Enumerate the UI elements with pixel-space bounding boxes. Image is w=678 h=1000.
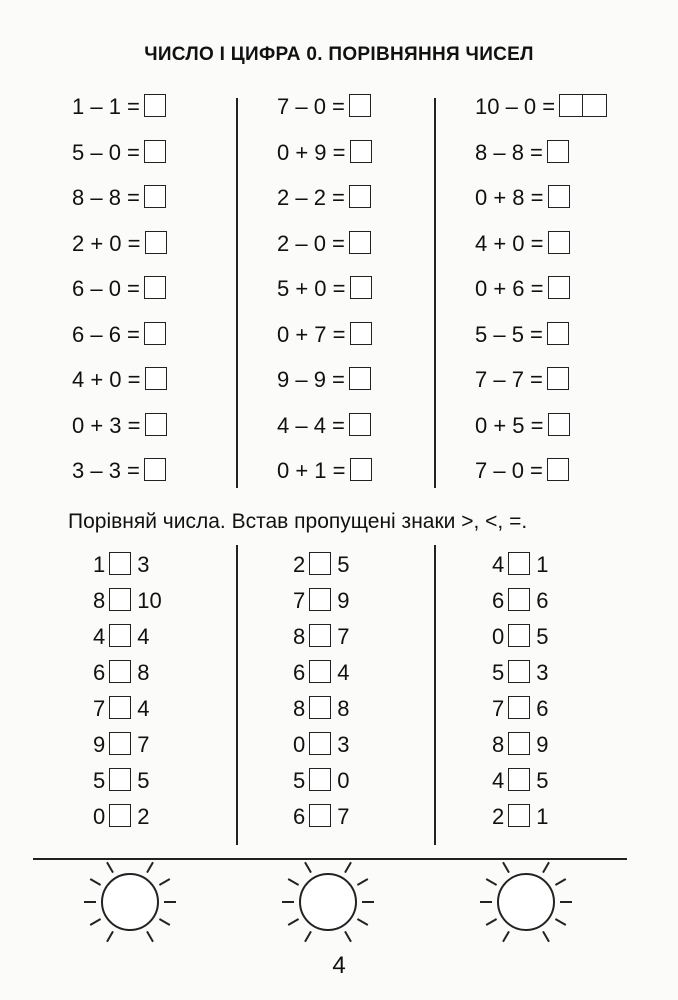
equation-text: 3 – 3 = bbox=[72, 458, 140, 483]
comparison-1-1 bbox=[93, 550, 150, 580]
sign-box[interactable] bbox=[109, 660, 131, 683]
answer-box[interactable] bbox=[349, 94, 371, 117]
left-number: 7 bbox=[293, 588, 306, 613]
answer-box[interactable] bbox=[144, 140, 166, 163]
sign-box[interactable] bbox=[109, 624, 131, 647]
sign-box[interactable] bbox=[309, 588, 331, 611]
equation-text: 4 – 4 = bbox=[277, 412, 345, 438]
comparison-3-2 bbox=[492, 586, 549, 616]
sign-box[interactable] bbox=[309, 624, 331, 647]
equation-text: 0 + 1 = bbox=[277, 458, 346, 483]
equation-text: 8 – 8 = bbox=[72, 185, 140, 210]
equation-2-4 bbox=[277, 229, 371, 259]
left-number: 8 bbox=[293, 696, 306, 721]
sign-box[interactable] bbox=[508, 696, 530, 719]
column-divider-top-1 bbox=[236, 98, 238, 488]
comparison-2-7 bbox=[293, 766, 350, 796]
equation-3-8 bbox=[475, 411, 570, 441]
equation-text: 8 – 8 = bbox=[475, 139, 543, 165]
comparison-2-8 bbox=[293, 802, 350, 832]
equation-text: 5 – 0 = bbox=[72, 139, 140, 165]
answer-box[interactable] bbox=[349, 231, 371, 254]
right-number: 7 bbox=[137, 732, 150, 757]
equation-text: 2 – 2 = bbox=[277, 185, 345, 210]
answer-box[interactable] bbox=[144, 458, 166, 481]
comparison-instruction: Порівняй числа. Встав пропущені знаки >, <, =. bbox=[68, 510, 528, 533]
equation-2-1 bbox=[277, 92, 371, 122]
left-number: 7 bbox=[93, 696, 106, 721]
equation-text: 2 – 0 = bbox=[277, 230, 345, 256]
equation-text: 0 + 7 = bbox=[277, 321, 346, 347]
equation-2-8 bbox=[277, 411, 371, 441]
answer-box[interactable] bbox=[350, 322, 372, 345]
sign-box[interactable] bbox=[508, 768, 530, 791]
left-number: 4 bbox=[492, 552, 505, 577]
answer-box[interactable] bbox=[144, 322, 166, 345]
right-number: 6 bbox=[536, 588, 549, 613]
left-number: 8 bbox=[93, 588, 106, 613]
comparison-3-7 bbox=[492, 766, 549, 796]
sign-box[interactable] bbox=[508, 588, 530, 611]
right-number: 8 bbox=[337, 696, 350, 721]
left-number: 4 bbox=[492, 768, 505, 793]
left-number: 0 bbox=[492, 624, 505, 649]
sign-box[interactable] bbox=[508, 804, 530, 827]
equation-2-7 bbox=[277, 365, 371, 395]
right-number: 5 bbox=[536, 624, 549, 649]
equation-text: 0 + 3 = bbox=[72, 412, 141, 438]
sun-icon bbox=[70, 858, 190, 958]
right-number: 1 bbox=[536, 552, 549, 577]
right-number: 9 bbox=[536, 732, 549, 757]
equation-1-3 bbox=[72, 183, 166, 213]
sign-box[interactable] bbox=[508, 552, 530, 575]
comparison-3-4 bbox=[492, 658, 549, 688]
sign-box[interactable] bbox=[309, 696, 331, 719]
answer-box[interactable] bbox=[548, 276, 570, 299]
right-number: 2 bbox=[137, 804, 150, 829]
left-number: 6 bbox=[293, 660, 306, 685]
comparison-2-6 bbox=[293, 730, 350, 760]
answer-box[interactable] bbox=[547, 458, 569, 481]
equation-text: 10 – 0 = bbox=[475, 94, 556, 119]
column-divider-bottom-1 bbox=[236, 545, 238, 845]
answer-box[interactable] bbox=[349, 185, 371, 208]
answer-box[interactable] bbox=[349, 367, 371, 390]
left-number: 1 bbox=[93, 552, 106, 577]
left-number: 6 bbox=[293, 804, 306, 829]
right-number: 5 bbox=[137, 768, 150, 793]
equation-1-9 bbox=[72, 456, 166, 486]
answer-box[interactable] bbox=[145, 367, 167, 390]
comparison-1-7 bbox=[93, 766, 150, 796]
answer-box[interactable] bbox=[144, 276, 166, 299]
equation-text: 0 + 6 = bbox=[475, 276, 544, 301]
equation-text: 7 – 0 = bbox=[277, 94, 345, 119]
comparison-1-4 bbox=[93, 658, 150, 688]
left-number: 0 bbox=[93, 804, 106, 829]
equation-2-2 bbox=[277, 138, 372, 168]
comparison-2-3 bbox=[293, 622, 350, 652]
answer-box[interactable] bbox=[548, 413, 570, 436]
comparison-3-8 bbox=[492, 802, 549, 832]
equation-3-6 bbox=[475, 320, 569, 350]
equation-text: 5 + 0 = bbox=[277, 276, 346, 301]
comparison-2-4 bbox=[293, 658, 350, 688]
equation-text: 5 – 5 = bbox=[475, 321, 543, 347]
sign-box[interactable] bbox=[508, 660, 530, 683]
right-number: 5 bbox=[337, 552, 350, 577]
right-number: 1 bbox=[536, 804, 549, 829]
page-number: 4 bbox=[332, 952, 346, 979]
equation-text: 4 + 0 = bbox=[475, 230, 544, 256]
right-number: 8 bbox=[137, 660, 150, 685]
answer-box[interactable] bbox=[548, 231, 570, 254]
answer-box[interactable] bbox=[350, 140, 372, 163]
equation-3-3 bbox=[475, 183, 570, 213]
comparison-1-6 bbox=[93, 730, 150, 760]
column-divider-bottom-2 bbox=[434, 545, 436, 845]
equation-3-7 bbox=[475, 365, 569, 395]
right-number: 0 bbox=[337, 768, 350, 793]
answer-box[interactable] bbox=[350, 276, 372, 299]
answer-box[interactable] bbox=[350, 458, 372, 481]
left-number: 2 bbox=[492, 804, 505, 829]
answer-box[interactable] bbox=[144, 94, 166, 117]
left-number: 4 bbox=[93, 624, 106, 649]
left-number: 5 bbox=[293, 768, 306, 793]
sun-icon bbox=[466, 858, 586, 958]
sign-box[interactable] bbox=[109, 804, 131, 827]
answer-box[interactable] bbox=[145, 413, 167, 436]
comparison-3-1 bbox=[492, 550, 549, 580]
comparison-3-6 bbox=[492, 730, 549, 760]
sign-box[interactable] bbox=[109, 696, 131, 719]
equation-2-3 bbox=[277, 183, 371, 213]
equation-2-9 bbox=[277, 456, 372, 486]
right-number: 6 bbox=[536, 696, 549, 721]
equation-1-7 bbox=[72, 365, 167, 395]
answer-box[interactable] bbox=[547, 322, 569, 345]
comparison-2-2 bbox=[293, 586, 350, 616]
sun-icon bbox=[268, 858, 388, 958]
equation-2-5 bbox=[277, 274, 372, 304]
right-number: 3 bbox=[137, 552, 150, 577]
sign-box[interactable] bbox=[508, 624, 530, 647]
right-number: 10 bbox=[137, 588, 162, 613]
right-number: 7 bbox=[337, 804, 350, 829]
sign-box[interactable] bbox=[109, 588, 131, 611]
answer-box[interactable] bbox=[349, 413, 371, 436]
equation-text: 0 + 9 = bbox=[277, 139, 346, 165]
equation-1-6 bbox=[72, 320, 166, 350]
equation-text: 7 – 7 = bbox=[475, 367, 543, 392]
comparison-3-3 bbox=[492, 622, 549, 652]
equation-text: 6 – 0 = bbox=[72, 276, 140, 301]
comparison-2-1 bbox=[293, 550, 350, 580]
left-number: 5 bbox=[93, 768, 106, 793]
sign-box[interactable] bbox=[109, 732, 131, 755]
sign-box[interactable] bbox=[309, 552, 331, 575]
left-number: 7 bbox=[492, 696, 505, 721]
equation-text: 4 + 0 = bbox=[72, 367, 141, 392]
sign-box[interactable] bbox=[109, 768, 131, 791]
right-number: 4 bbox=[137, 696, 150, 721]
equation-text: 0 + 5 = bbox=[475, 412, 544, 438]
answer-box[interactable] bbox=[144, 185, 166, 208]
sign-box[interactable] bbox=[309, 768, 331, 791]
comparison-2-5 bbox=[293, 694, 350, 724]
right-number: 4 bbox=[137, 624, 150, 649]
left-number: 8 bbox=[293, 624, 306, 649]
left-number: 6 bbox=[492, 588, 505, 613]
comparison-3-5 bbox=[492, 694, 549, 724]
right-number: 7 bbox=[337, 624, 350, 649]
equation-text: 1 – 1 = bbox=[72, 94, 140, 119]
answer-box[interactable] bbox=[145, 231, 167, 254]
column-divider-top-2 bbox=[434, 98, 436, 488]
equation-text: 9 – 9 = bbox=[277, 367, 345, 392]
comparison-1-5 bbox=[93, 694, 150, 724]
right-number: 9 bbox=[337, 588, 350, 613]
equation-text: 7 – 0 = bbox=[475, 458, 543, 483]
equation-1-5 bbox=[72, 274, 166, 304]
equation-3-5 bbox=[475, 274, 570, 304]
equation-1-4 bbox=[72, 229, 167, 259]
equation-3-1 bbox=[475, 92, 607, 122]
equation-1-8 bbox=[72, 411, 167, 441]
page-title: ЧИСЛО І ЦИФРА 0. ПОРІВНЯННЯ ЧИСЕЛ bbox=[144, 44, 534, 65]
comparison-1-8 bbox=[93, 802, 150, 832]
equation-text: 6 – 6 = bbox=[72, 321, 140, 347]
left-number: 0 bbox=[293, 732, 306, 757]
answer-box[interactable] bbox=[559, 94, 607, 117]
comparison-1-2 bbox=[93, 586, 162, 616]
answer-box[interactable] bbox=[547, 140, 569, 163]
left-number: 8 bbox=[492, 732, 505, 757]
equation-text: 0 + 8 = bbox=[475, 185, 544, 210]
comparison-1-3 bbox=[93, 622, 150, 652]
sign-box[interactable] bbox=[109, 552, 131, 575]
right-number: 4 bbox=[337, 660, 350, 685]
sign-box[interactable] bbox=[309, 804, 331, 827]
right-number: 3 bbox=[536, 660, 549, 685]
answer-box[interactable] bbox=[547, 367, 569, 390]
equation-3-9 bbox=[475, 456, 569, 486]
left-number: 2 bbox=[293, 552, 306, 577]
left-number: 5 bbox=[492, 660, 505, 685]
equation-1-2 bbox=[72, 138, 166, 168]
equation-text: 2 + 0 = bbox=[72, 230, 141, 256]
right-number: 3 bbox=[337, 732, 350, 757]
sign-box[interactable] bbox=[309, 660, 331, 683]
sign-box[interactable] bbox=[309, 732, 331, 755]
equation-2-6 bbox=[277, 320, 372, 350]
equation-3-4 bbox=[475, 229, 570, 259]
answer-box[interactable] bbox=[548, 185, 570, 208]
equation-3-2 bbox=[475, 138, 569, 168]
sign-box[interactable] bbox=[508, 732, 530, 755]
left-number: 6 bbox=[93, 660, 106, 685]
equation-1-1 bbox=[72, 92, 166, 122]
left-number: 9 bbox=[93, 732, 106, 757]
right-number: 5 bbox=[536, 768, 549, 793]
